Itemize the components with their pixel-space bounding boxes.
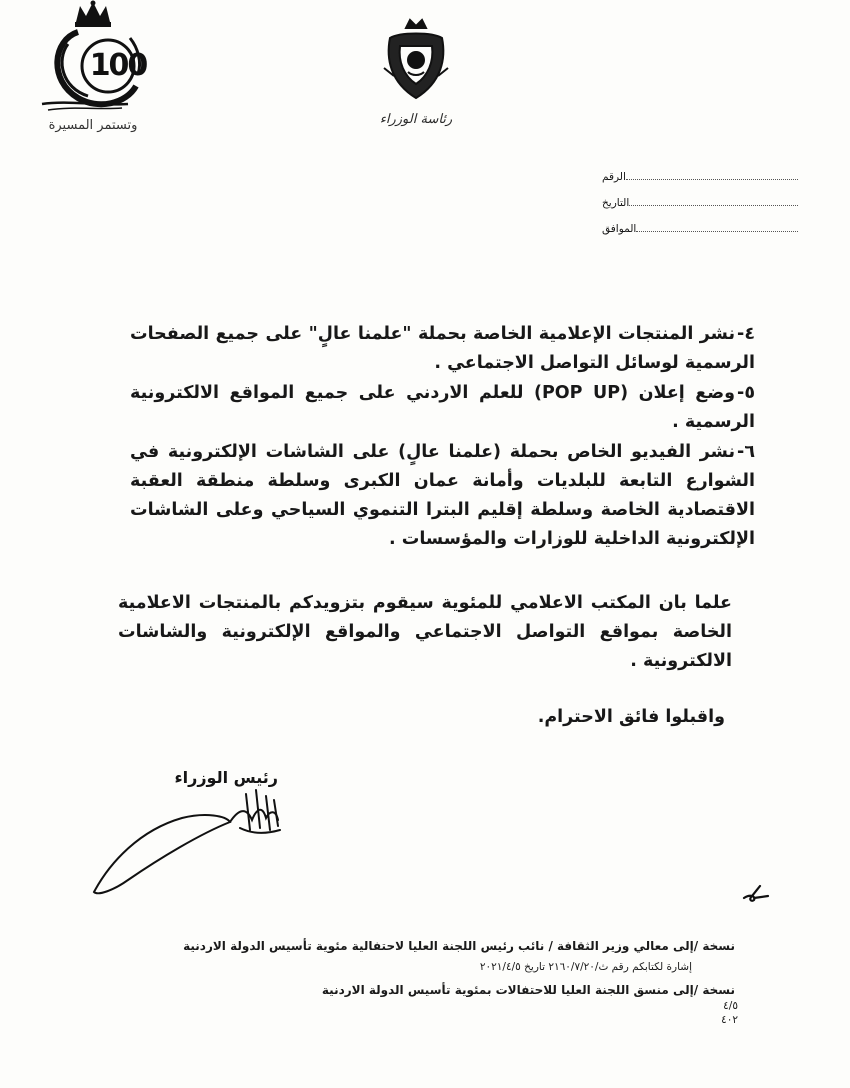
signature-icon — [80, 780, 290, 900]
initials-icon — [742, 884, 770, 904]
coat-of-arms — [376, 18, 456, 102]
corresponding-date-line — [636, 227, 798, 232]
list-item — [130, 320, 755, 378]
date-label: التاريخ — [602, 197, 630, 209]
centenary-slogan: وتستمر المسيرة — [48, 118, 138, 133]
date-line — [629, 201, 798, 206]
copy-recipient-1: نسخة /إلى معالي وزير الثقافة / نائب رئيس اللجنة العليا لاحتفالية مئوية تأسيس الدولة الاردنية — [183, 939, 735, 953]
file-code-2: ٤٠٢ — [721, 1014, 738, 1026]
reference-number-field — [598, 165, 798, 183]
list-item — [130, 438, 755, 554]
reference-number-label: الرقم — [602, 171, 626, 183]
coat-of-arms-icon — [376, 18, 456, 102]
list-item-text: نشر المنتجات الإعلامية الخاصة بحملة "علمنا عالٍ" على جميع الصفحات الرسمية لوسائل التواصل الاجتماعي . — [130, 324, 755, 373]
file-code-1: ٤/٥ — [723, 1000, 738, 1012]
closing-line: واقبلوا فائق الاحترام. — [537, 707, 725, 727]
pm-office-caption: رئاسة الوزراء — [379, 112, 453, 127]
copy-reference: إشارة لكتابكم رقم ث/٢١٦٠/٧/٢٠ تاريخ ٢٠٢١/٤/٥ — [479, 961, 692, 973]
copy-recipient-2: نسخة /إلى منسق اللجنة العليا للاحتفالات بمئوية تأسيس الدولة الاردنية — [321, 983, 735, 997]
note-paragraph: علما بان المكتب الاعلامي للمئوية سيقوم بتزويدكم بالمنتجات الاعلامية الخاصة بمواقع التواصل الاجتماعي والمواقع الإلكترونية والشاشات الالكترونية . — [118, 593, 732, 671]
corresponding-date-field — [598, 217, 798, 235]
list-item-number: ٦- — [737, 442, 755, 462]
list-item-text: نشر الفيديو الخاص بحملة (علمنا عالٍ) على الشاشات الإلكترونية في الشوارع التابعة للبلديات وأمانة عمان الكبرى وسلطة منطقة العقبة الاقتصادية الخاصة وسلطة إقليم البترا التنموي السياحي وعلى الشاشات الإلكترونية الداخلية للوزارات والمؤسسات . — [130, 442, 755, 549]
signatory-title: رئيس الوزراء — [174, 768, 278, 787]
list-item-number: ٥- — [737, 383, 755, 403]
signature — [80, 780, 290, 900]
list-item-number: ٤- — [737, 324, 755, 344]
list-item-text: وضع إعلان (POP UP) للعلم الاردني على جميع المواقع الالكترونية الرسمية . — [130, 383, 755, 432]
list-item — [130, 379, 755, 437]
corresponding-date-label: الموافق — [602, 223, 637, 235]
initials-mark — [742, 884, 770, 904]
centenary-number: 100 — [89, 48, 147, 83]
reference-number-line — [626, 175, 798, 180]
date-field — [598, 191, 798, 209]
